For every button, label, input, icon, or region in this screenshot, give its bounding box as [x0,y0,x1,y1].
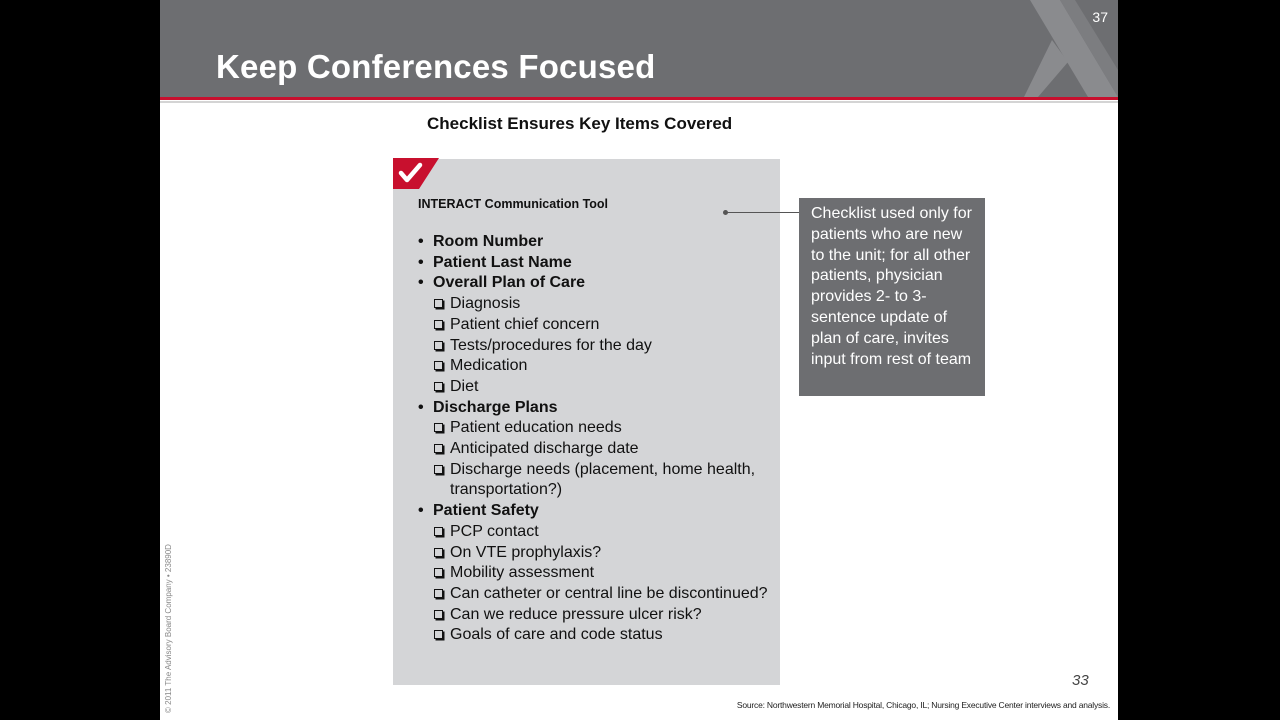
checklist-item-text: On VTE prophylaxis? [450,543,602,561]
checklist-heading [418,253,768,274]
checklist-item-text: Diagnosis [450,295,521,313]
checklist-item-text: PCP contact [450,522,539,540]
header-bar [160,0,1118,97]
checklist-item-text: • Patient Safety [433,502,539,520]
checklist-item [418,336,768,357]
checklist-item [418,439,768,460]
checklist-item-text: Tests/procedures for the day [450,336,652,354]
checkbox-icon [434,320,443,329]
callout-box: Checklist used only for patients who are new to the unit; for all other patients, physician provides 2- to 3- sentence update of plan of care, invites input from rest of team [799,198,985,396]
checklist-heading [418,501,768,522]
checkbox-icon [434,341,443,350]
checklist-item [418,625,768,646]
checklist-item [418,543,768,564]
checklist-item [418,356,768,377]
checklist-heading [418,232,768,253]
checklist-item-text: • Patient Last Name [433,253,572,271]
checklist [418,232,768,646]
slide [160,0,1118,720]
checklist-item-text: Discharge needs (placement, home health, transportation?) [450,460,756,499]
checklist-item [418,605,768,626]
checkbox-icon [434,610,443,619]
checkbox-icon [434,444,443,453]
checklist-item [418,584,768,605]
checklist-item [418,563,768,584]
checkbox-icon [434,527,443,536]
checklist-item-text: Patient chief concern [450,315,600,333]
checklist-item [418,418,768,439]
checkbox-icon [434,630,443,639]
checklist-item-text: Anticipated discharge date [450,440,639,458]
title-divider-gray [160,101,1118,103]
checklist-item [418,315,768,336]
checkbox-icon [434,299,443,308]
checklist-item [418,294,768,315]
checkmark-icon [393,158,439,189]
checkbox-icon [434,548,443,557]
checklist-item-text: Can catheter or central line be discontinued? [450,584,768,602]
copyright-note: © 2011 The Advisory Board Company • 23890D [164,544,173,713]
tool-label: INTERACT Communication Tool [418,197,609,211]
title-divider-red [160,97,1118,100]
checklist-item-text: • Room Number [433,233,544,250]
checkbox-icon [434,589,443,598]
checkbox-icon [434,423,443,432]
checkbox-icon [434,361,443,370]
slide-title: Keep Conferences Focused [216,48,656,85]
checklist-item-text: Goals of care and code status [450,626,663,644]
source-note: Source: Northwestern Memorial Hospital, Chicago, IL; Nursing Executive Center interviews and analysis. [736,700,1110,710]
checklist-heading [418,398,768,419]
slide-subtitle: Checklist Ensures Key Items Covered [427,114,733,133]
checklist-heading [418,273,768,294]
checklist-item-text: Mobility assessment [450,564,595,582]
checklist-item [418,460,768,501]
slide-number: 37 [1092,9,1108,25]
checklist-item-text: • Discharge Plans [433,398,558,416]
checkbox-icon [434,382,443,391]
checklist-item [418,522,768,543]
checklist-item-text: Can we reduce pressure ulcer risk? [450,605,702,623]
callout-connector [725,212,799,213]
checkbox-icon [434,568,443,577]
page-number: 33 [1072,672,1089,689]
checklist-item-text: Patient education needs [450,419,622,437]
checkbox-icon [434,465,443,474]
checklist-item-text: Medication [450,357,528,375]
checklist-item-text: • Overall Plan of Care [433,274,586,292]
checklist-item [418,377,768,398]
checklist-item-text: Diet [450,377,479,395]
